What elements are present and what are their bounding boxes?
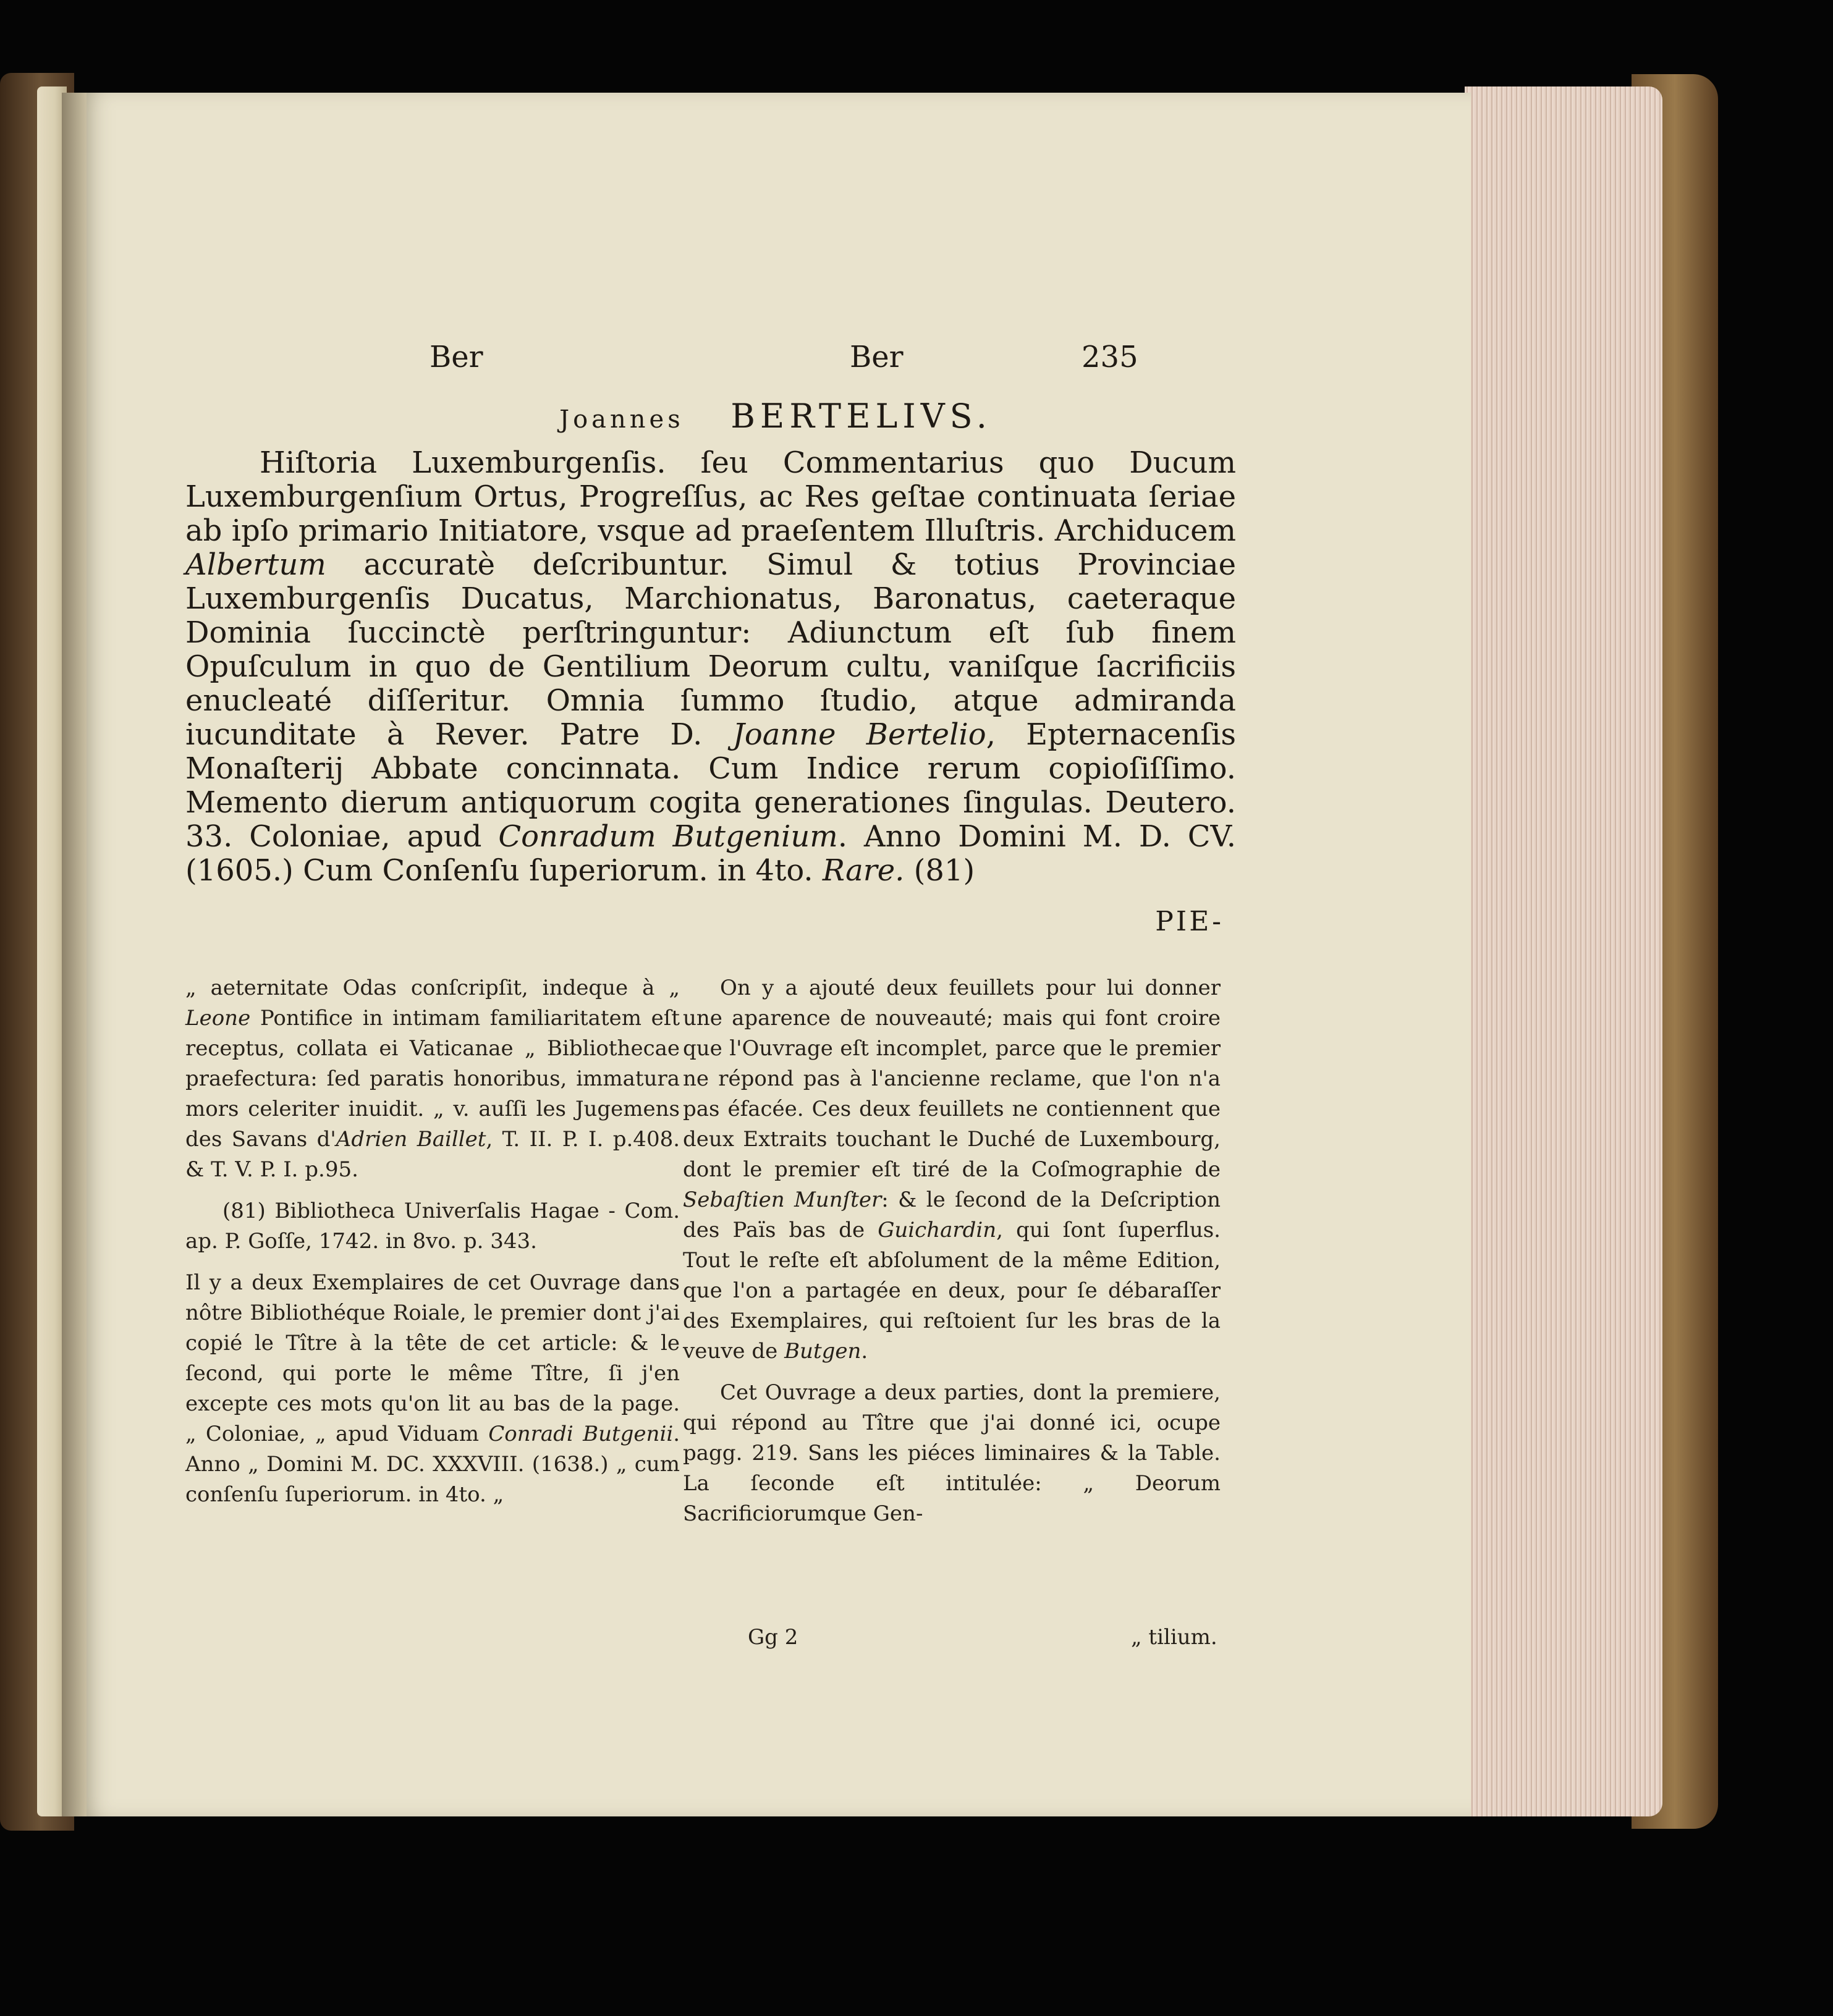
italic-name: Joanne Bertelio	[732, 717, 986, 752]
footnote-paragraph	[683, 973, 1221, 1367]
text-segment: „ aeternitate Odas conſcripſit, indeque à „	[185, 976, 680, 1000]
italic-name: Guichardin	[878, 1218, 997, 1242]
text-segment: . Anno „ Domini M. DC. XXXVIII. (1638.) „ cum conſenſu ſuperiorum. in 4to. „	[185, 1422, 680, 1507]
main-text-segment: . Anno Domini M. D. CV. (1605.) Cum Conſenſu ſuperiorum. in 4to.	[185, 819, 1237, 888]
text-segment: : & le ſecond de la Deſcription des Païs bas de	[683, 1187, 1221, 1242]
main-text-segment: Hiſtoria Luxemburgenſis. ſeu Commentarius quo Ducum Luxemburgenſium Ortus, Progreſſus, ac Res geſtae continuata ſeriae ab ipſo primario Initiatore, vsque ad praeſentem Illuſtris. Archiducem	[185, 445, 1236, 548]
running-header	[80, 340, 1471, 383]
footnote-continuation	[185, 973, 680, 1185]
page-edges	[1465, 86, 1662, 1816]
catchword-top: PIE-	[1155, 906, 1224, 937]
entry-given-name: Joannes	[559, 405, 684, 434]
page-number: 235	[1082, 340, 1138, 374]
catchword-bottom: „ tilium.	[1131, 1625, 1217, 1650]
italic-name: Sebaſtien Munſter	[683, 1187, 882, 1212]
italic-name: Butgen	[784, 1339, 861, 1364]
text-segment: , qui ſont ſuperflus. Tout le reſte eſt abſolument de la même Edition, que l'on a partagée en deux, pour ſe débaraſſer des Exemplaires, qui reſtoient ſur les bras de la veuve de	[683, 1218, 1221, 1364]
italic-name: Albertum	[185, 547, 326, 582]
left-footnote-column	[185, 973, 680, 1521]
text-segment: .	[861, 1339, 868, 1364]
page-gutter	[62, 93, 87, 1816]
text-segment: , T. II. P. I. p.408. & T. V. P. I. p.95.	[185, 1127, 680, 1182]
header-left: Ber	[430, 340, 483, 374]
main-entry-text	[185, 446, 1236, 888]
italic-name: Adrien Baillet	[336, 1127, 486, 1152]
italic-name: Conradi Butgenii	[488, 1422, 674, 1446]
main-text-segment: accuratè deſcribuntur. Simul & totius Provinciae Luxemburgenſis Ducatus, Marchionatus, Baronatus, caeteraque Dominia ſuccinctè perſtringuntur: Adiunctum eſt ſub finem Opuſculum in quo de Gentilium Deorum cultu, vaniſque ſacrificiis enucleaté diſſeritur. Omnia ſummo ſtudio, atque admiranda iucunditate à Rever. Patre D.	[185, 547, 1236, 752]
italic-name: Leone	[185, 1006, 251, 1031]
signature-mark: Gg 2	[748, 1625, 798, 1650]
entry-surname: BERTELIVS.	[730, 397, 992, 436]
footnote-ref: (81)	[904, 853, 975, 888]
italic-name: Conradum Butgenium	[498, 819, 838, 854]
page-footer	[698, 1625, 1224, 1656]
header-center: Ber	[850, 340, 904, 374]
footnote-81: (81) Bibliotheca Univerſalis Hagae - Com. ap. P. Goſſe, 1742. in 8vo. p. 343.	[185, 1199, 680, 1254]
right-footnote-column	[683, 973, 1221, 1540]
rare-label: Rare.	[822, 853, 905, 888]
book-page	[80, 93, 1471, 1816]
text-segment: On y a ajouté deux feuillets pour lui donner une aparence de nouveauté; mais qui font croire que l'Ouvrage eſt incomplet, parce que le premier ne répond pas à l'ancienne reclame, que l'on n'a pas éfacée. Ces deux feuillets ne contiennent que deux Extraits touchant le Duché de Luxembourg, dont le premier eſt tiré de la Coſmographie de	[683, 976, 1221, 1182]
text-segment: Il y a deux Exemplaires de cet Ouvrage dans nôtre Bibliothéque Roiale, le premier dont j'ai copié le Tître à la tête de cet article: & le ſecond, qui porte le même Tître, ſi j'en excepte ces mots qu'on lit au bas de la page. „ Coloniae, „ apud Viduam	[185, 1270, 680, 1446]
footnote-paragraph: Cet Ouvrage a deux parties, dont la premiere, qui répond au Tître que j'ai donné ici, ocupe pagg. 219. Sans les piéces liminaires & la Table. La ſeconde eſt intitulée: „ Deorum Sacrificiorumque Gen-	[683, 1380, 1221, 1526]
main-text-segment: , Epternacenſis Monaſterij Abbate concinnata. Cum Indice rerum copioſiſſimo. Memento dierum antiquorum cogita generationes ſingulas. Deutero. 33. Coloniae, apud	[185, 717, 1237, 854]
footnote-paragraph	[185, 1268, 680, 1510]
entry-title	[80, 397, 1471, 436]
text-segment: Pontifice in intimam familiaritatem eſt receptus, collata ei Vaticanae „ Bibliothecae praefectura: ſed paratis honoribus, immatura mors celeriter inuidit. „ v. auſſi les Jugemens des Savans d'	[185, 1006, 680, 1152]
